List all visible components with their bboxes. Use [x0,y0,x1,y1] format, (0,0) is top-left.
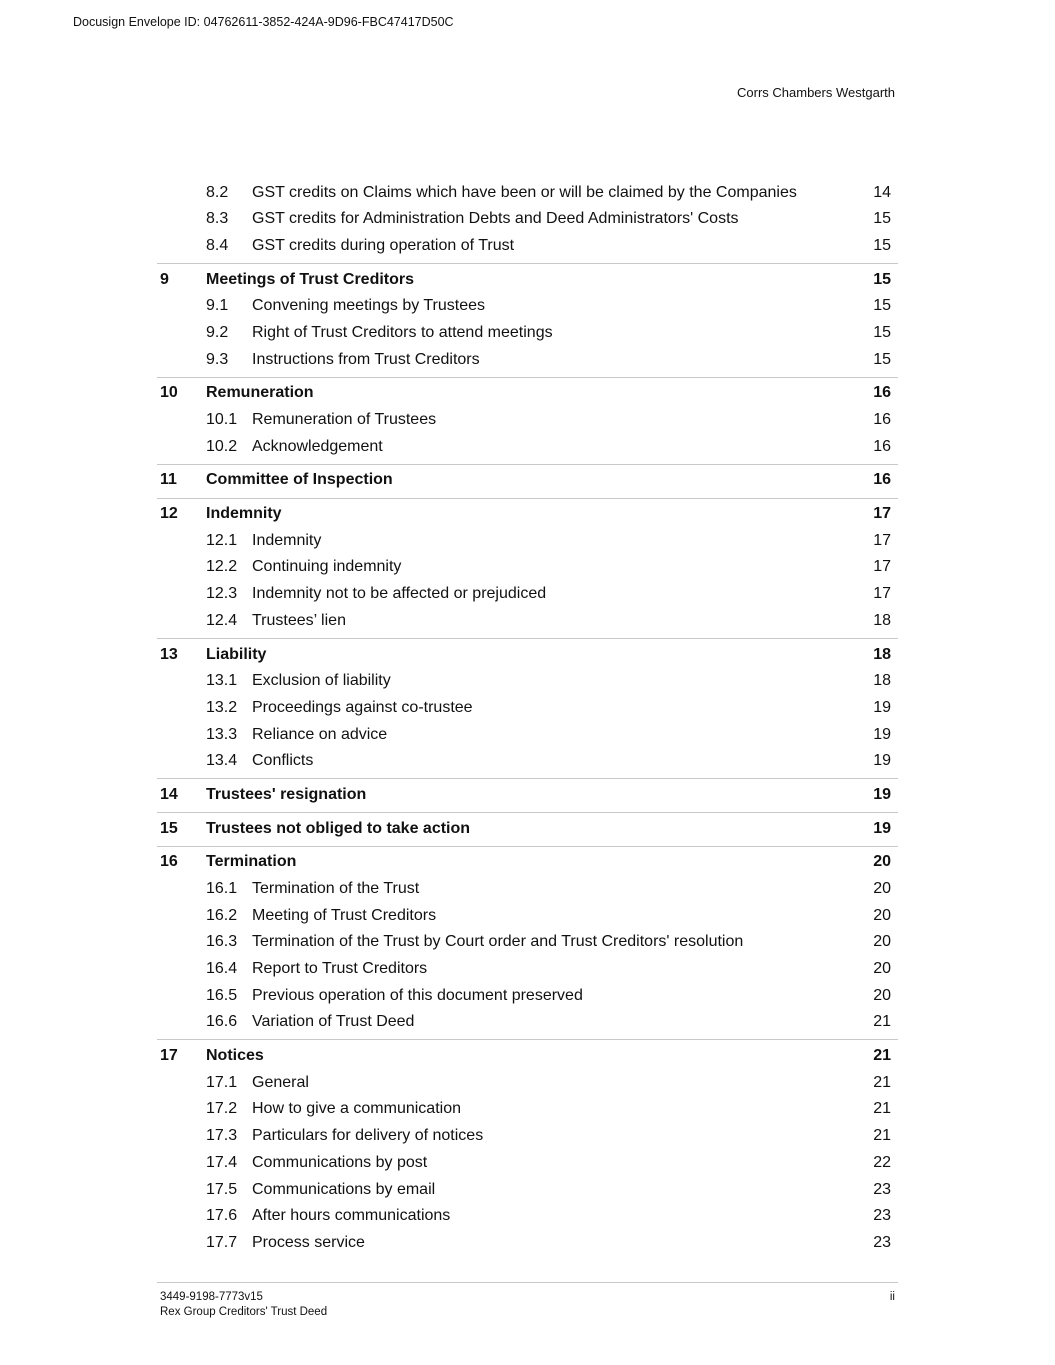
section-number: 10 [160,384,178,402]
section-page: 21 [873,1047,891,1065]
subsection-page: 16 [873,411,891,429]
section-title: Committee of Inspection [206,471,393,489]
subsection-title: Remuneration of Trustees [252,411,437,429]
document-name: Rex Group Creditors' Trust Deed [160,1306,328,1318]
section-page: 19 [873,785,891,803]
toc-section [157,1039,898,1259]
toc-subsection-entry[interactable] [157,180,898,207]
subsection-number: 17.3 [206,1127,238,1145]
toc-subsection-entry[interactable] [157,1070,898,1097]
subsection-title: Convening meetings by Trustees [252,297,486,315]
toc-section [157,638,898,778]
toc-subsection-entry[interactable] [157,1150,898,1177]
subsection-page: 21 [873,1100,891,1118]
toc-subsection-entry[interactable] [157,528,898,555]
subsection-number: 16.4 [206,960,238,978]
subsection-page: 20 [873,879,891,897]
subsection-page: 16 [873,437,891,455]
section-number: 17 [160,1047,178,1065]
section-page: 16 [873,384,891,402]
subsection-number: 13.1 [206,672,238,690]
subsection-page: 21 [873,1127,891,1145]
toc-section [157,498,898,638]
subsection-title: General [252,1073,309,1091]
subsection-number: 17.6 [206,1207,238,1225]
subsection-title: Reliance on advice [252,725,388,743]
toc-section-heading[interactable] [157,501,898,528]
subsection-title: GST credits during operation of Trust [252,236,515,254]
subsection-title: Trustees’ lien [252,611,346,629]
toc-subsection-entry[interactable] [157,206,898,233]
subsection-number: 13.4 [206,752,238,770]
subsection-page: 18 [873,611,891,629]
subsection-page: 15 [873,297,891,315]
subsection-page: 21 [873,1073,891,1091]
subsection-title: Right of Trust Creditors to attend meetings [252,324,553,342]
section-title: Indemnity [206,505,282,523]
section-page: 18 [873,645,891,663]
section-number: 15 [160,819,178,837]
subsection-page: 21 [873,1013,891,1031]
subsection-number: 16.6 [206,1013,238,1031]
section-page: 15 [873,270,891,288]
subsection-page: 14 [873,183,891,201]
subsection-title: Termination of the Trust by Court order and Trust Creditors' resolution [252,933,744,951]
subsection-title: Communications by post [252,1153,428,1171]
subsection-title: Acknowledgement [252,437,383,455]
toc-section-heading[interactable] [157,849,898,876]
subsection-page: 15 [873,324,891,342]
toc-section-heading[interactable] [157,467,898,494]
toc-subsection-entry[interactable] [157,608,898,635]
document-code: 3449-9198-7773v15 [160,1291,263,1303]
subsection-number: 17.4 [206,1153,238,1171]
subsection-number: 10.2 [206,437,238,455]
toc-section-heading[interactable] [157,782,898,809]
page-number: ii [889,1291,895,1303]
subsection-title: Report to Trust Creditors [252,960,428,978]
section-number: 13 [160,645,178,663]
subsection-number: 10.1 [206,411,238,429]
subsection-number: 17.1 [206,1073,238,1091]
toc-subsection-entry[interactable] [157,876,898,903]
subsection-page: 17 [873,531,891,549]
subsection-page: 23 [873,1180,891,1198]
subsection-number: 8.4 [206,236,229,254]
toc-section [157,377,898,464]
subsection-number: 16.1 [206,879,238,897]
subsection-number: 9.2 [206,324,229,342]
toc-subsection-entry[interactable] [157,1230,898,1257]
subsection-title: How to give a communication [252,1100,461,1118]
section-page: 16 [873,471,891,489]
subsection-title: After hours communications [252,1207,451,1225]
subsection-page: 17 [873,585,891,603]
subsection-page: 18 [873,672,891,690]
section-title: Termination [206,853,297,871]
toc-section [157,464,898,498]
toc-subsection-entry[interactable] [157,581,898,608]
firm-header: Corrs Chambers Westgarth [737,85,895,100]
subsection-number: 12.3 [206,585,238,603]
section-number: 11 [160,471,177,489]
subsection-title: Proceedings against co-trustee [252,698,473,716]
subsection-page: 15 [873,236,891,254]
toc-subsection-entry[interactable] [157,668,898,695]
toc-subsection-entry[interactable] [157,983,898,1010]
section-number: 12 [160,505,178,523]
toc-subsection-entry[interactable] [157,748,898,775]
subsection-title: Previous operation of this document preserved [252,986,583,1004]
toc-section [157,177,898,263]
subsection-number: 13.3 [206,725,238,743]
subsection-page: 20 [873,960,891,978]
subsection-page: 17 [873,558,891,576]
toc-subsection-entry[interactable] [157,1009,898,1036]
subsection-page: 19 [873,752,891,770]
subsection-number: 12.2 [206,558,238,576]
toc-section [157,846,898,1040]
toc-subsection-entry[interactable] [157,695,898,722]
subsection-number: 8.3 [206,210,229,228]
toc-subsection-entry[interactable] [157,1123,898,1150]
subsection-title: Indemnity not to be affected or prejudiced [252,585,547,603]
toc-subsection-entry[interactable] [157,956,898,983]
subsection-number: 9.3 [206,350,229,368]
toc-subsection-entry[interactable] [157,320,898,347]
subsection-title: Conflicts [252,752,314,770]
subsection-title: Process service [252,1233,365,1251]
toc-section [157,263,898,377]
section-page: 19 [873,819,891,837]
toc-subsection-entry[interactable] [157,1177,898,1204]
subsection-title: Continuing indemnity [252,558,402,576]
section-page: 17 [873,505,891,523]
subsection-title: GST credits for Administration Debts and Deed Administrators' Costs [252,210,739,228]
subsection-page: 23 [873,1233,891,1251]
subsection-page: 22 [873,1153,891,1171]
subsection-title: Variation of Trust Deed [252,1013,415,1031]
section-title: Trustees not obliged to take action [206,819,471,837]
toc-subsection-entry[interactable] [157,722,898,749]
toc-subsection-entry[interactable] [157,1203,898,1230]
subsection-page: 20 [873,933,891,951]
toc-subsection-entry[interactable] [157,903,898,930]
subsection-number: 16.3 [206,933,238,951]
toc-section-heading[interactable] [157,1043,898,1070]
section-page: 20 [873,853,891,871]
section-title: Remuneration [206,384,314,402]
subsection-page: 20 [873,906,891,924]
subsection-number: 17.5 [206,1180,238,1198]
section-title: Trustees' resignation [206,785,367,803]
section-number: 9 [160,270,169,288]
subsection-title: GST credits on Claims which have been or will be claimed by the Companies [252,183,797,201]
subsection-number: 12.4 [206,611,238,629]
subsection-number: 12.1 [206,531,238,549]
section-number: 16 [160,853,178,871]
subsection-title: Instructions from Trust Creditors [252,350,480,368]
subsection-page: 15 [873,210,891,228]
subsection-title: Particulars for delivery of notices [252,1127,484,1145]
toc-subsection-entry[interactable] [157,929,898,956]
page-footer [157,1282,898,1318]
subsection-number: 17.2 [206,1100,238,1118]
toc-section-heading[interactable] [157,816,898,843]
subsection-number: 16.5 [206,986,238,1004]
table-of-contents [157,177,898,1260]
subsection-number: 8.2 [206,183,229,201]
toc-section [157,778,898,812]
subsection-page: 20 [873,986,891,1004]
toc-section [157,812,898,846]
toc-subsection-entry[interactable] [157,554,898,581]
toc-subsection-entry[interactable] [157,1096,898,1123]
subsection-page: 19 [873,725,891,743]
toc-subsection-entry[interactable] [157,434,898,461]
toc-section-heading[interactable] [157,380,898,407]
toc-subsection-entry[interactable] [157,233,898,260]
section-title: Meetings of Trust Creditors [206,270,415,288]
subsection-number: 16.2 [206,906,238,924]
section-number: 14 [160,785,178,803]
section-title: Notices [206,1047,264,1065]
subsection-title: Communications by email [252,1180,436,1198]
subsection-number: 13.2 [206,698,238,716]
subsection-number: 9.1 [206,297,229,315]
toc-section-heading[interactable] [157,267,898,294]
subsection-title: Exclusion of liability [252,672,391,690]
toc-subsection-entry[interactable] [157,407,898,434]
subsection-page: 15 [873,350,891,368]
subsection-number: 17.7 [206,1233,238,1251]
section-title: Liability [206,645,267,663]
toc-section-heading[interactable] [157,642,898,669]
subsection-page: 23 [873,1207,891,1225]
toc-subsection-entry[interactable] [157,347,898,374]
toc-subsection-entry[interactable] [157,293,898,320]
subsection-title: Termination of the Trust [252,879,420,897]
subsection-page: 19 [873,698,891,716]
subsection-title: Meeting of Trust Creditors [252,906,437,924]
docusign-envelope-id: Docusign Envelope ID: 04762611-3852-424A-9D96-FBC47417D50C [73,15,454,29]
subsection-title: Indemnity [252,531,322,549]
